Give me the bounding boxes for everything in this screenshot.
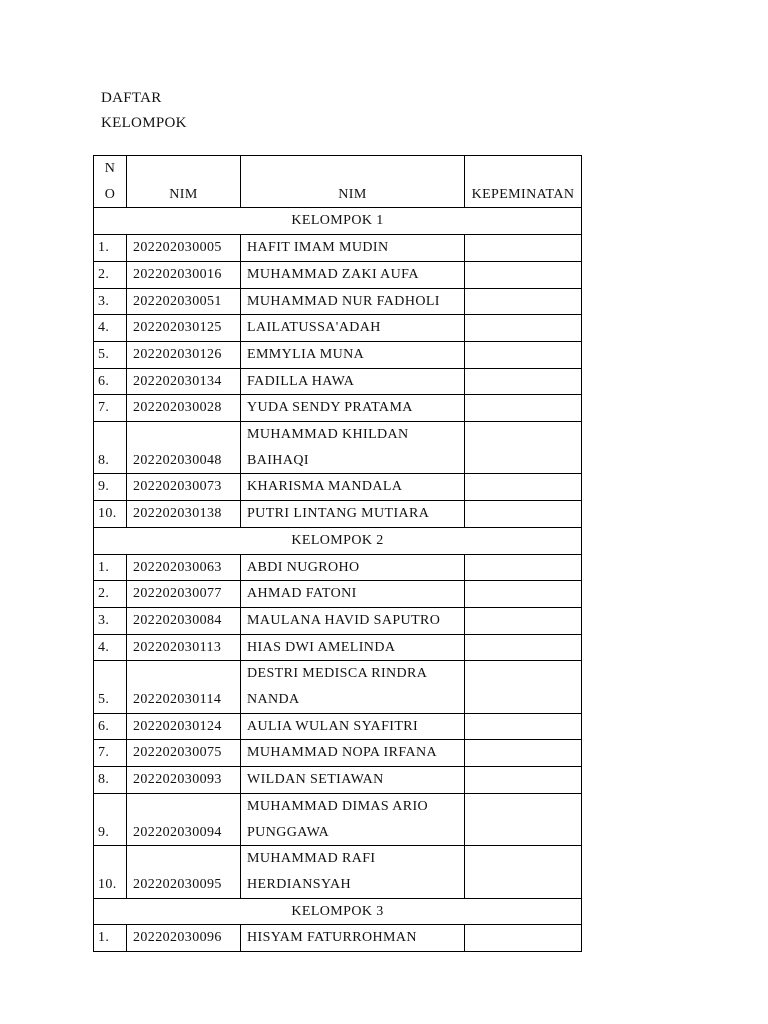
row-name: MUHAMMAD KHILDAN BAIHAQI [241,422,465,474]
header-name: NIM [241,156,465,208]
row-number: 1. [94,235,127,262]
table-row [94,634,582,661]
row-number: 2. [94,581,127,608]
row-name: MUHAMMAD NUR FADHOLI [241,288,465,315]
row-number: 4. [94,315,127,342]
row-number: 7. [94,395,127,422]
row-nim: 202202030051 [127,288,241,315]
row-kepeminatan [465,501,582,528]
row-number: 1. [94,554,127,581]
group-label: KELOMPOK 2 [94,527,582,554]
row-number: 1. [94,925,127,952]
row-name: MUHAMMAD RAFI HERDIANSYAH [241,846,465,898]
row-number: 7. [94,740,127,767]
table-row [94,767,582,794]
group-label: KELOMPOK 3 [94,898,582,925]
header-kepeminatan: KEPEMINATAN [465,156,582,208]
row-kepeminatan [465,925,582,952]
table-row [94,793,582,845]
group-label: KELOMPOK 1 [94,208,582,235]
row-kepeminatan [465,315,582,342]
row-number: 8. [94,422,127,474]
document-title [101,86,187,136]
row-kepeminatan [465,368,582,395]
row-nim: 202202030114 [127,661,241,713]
row-nim: 202202030005 [127,235,241,262]
row-name: MAULANA HAVID SAPUTRO [241,607,465,634]
row-name: LAILATUSSA'ADAH [241,315,465,342]
row-number: 5. [94,661,127,713]
row-kepeminatan [465,607,582,634]
table-row [94,474,582,501]
row-name: FADILLA HAWA [241,368,465,395]
row-name: HAFIT IMAM MUDIN [241,235,465,262]
group-header-row [94,898,582,925]
row-kepeminatan [465,740,582,767]
row-nim: 202202030113 [127,634,241,661]
row-kepeminatan [465,713,582,740]
row-kepeminatan [465,661,582,713]
row-name: HISYAM FATURROHMAN [241,925,465,952]
row-name: YUDA SENDY PRATAMA [241,395,465,422]
row-name: WILDAN SETIAWAN [241,767,465,794]
table-row [94,713,582,740]
row-number: 6. [94,713,127,740]
row-name: EMMYLIA MUNA [241,341,465,368]
table-row [94,422,582,474]
row-kepeminatan [465,474,582,501]
table-row [94,395,582,422]
row-kepeminatan [465,261,582,288]
table-row [94,661,582,713]
row-name: MUHAMMAD ZAKI AUFA [241,261,465,288]
row-name: MUHAMMAD NOPA IRFANA [241,740,465,767]
row-nim: 202202030096 [127,925,241,952]
row-number: 9. [94,793,127,845]
header-nim: NIM [127,156,241,208]
row-number: 6. [94,368,127,395]
row-nim: 202202030063 [127,554,241,581]
row-nim: 202202030095 [127,846,241,898]
table-row [94,315,582,342]
row-nim: 202202030094 [127,793,241,845]
row-nim: 202202030124 [127,713,241,740]
row-nim: 202202030073 [127,474,241,501]
row-number: 3. [94,288,127,315]
row-kepeminatan [465,846,582,898]
row-kepeminatan [465,395,582,422]
row-nim: 202202030028 [127,395,241,422]
table-row [94,925,582,952]
header-no: NO [94,156,127,208]
row-number: 4. [94,634,127,661]
table-row [94,607,582,634]
row-nim: 202202030084 [127,607,241,634]
row-name: MUHAMMAD DIMAS ARIO PUNGGAWA [241,793,465,845]
row-number: 10. [94,501,127,528]
row-number: 3. [94,607,127,634]
row-nim: 202202030093 [127,767,241,794]
row-nim: 202202030075 [127,740,241,767]
row-number: 8. [94,767,127,794]
table-row [94,581,582,608]
row-nim: 202202030077 [127,581,241,608]
title-line-1: DAFTAR [101,90,162,106]
group-header-row [94,527,582,554]
row-nim: 202202030134 [127,368,241,395]
row-kepeminatan [465,767,582,794]
row-nim: 202202030126 [127,341,241,368]
table-row [94,740,582,767]
title-line-2: KELOMPOK [101,115,187,131]
row-nim: 202202030048 [127,422,241,474]
row-kepeminatan [465,288,582,315]
row-number: 2. [94,261,127,288]
row-nim: 202202030125 [127,315,241,342]
table-row [94,501,582,528]
group-list-table [93,155,582,952]
row-kepeminatan [465,793,582,845]
row-kepeminatan [465,341,582,368]
row-name: KHARISMA MANDALA [241,474,465,501]
table-row [94,235,582,262]
row-name: HIAS DWI AMELINDA [241,634,465,661]
row-kepeminatan [465,422,582,474]
row-number: 5. [94,341,127,368]
row-nim: 202202030138 [127,501,241,528]
row-name: ABDI NUGROHO [241,554,465,581]
row-kepeminatan [465,554,582,581]
row-name: PUTRI LINTANG MUTIARA [241,501,465,528]
row-name: DESTRI MEDISCA RINDRA NANDA [241,661,465,713]
group-header-row [94,208,582,235]
table-header-row [94,156,582,208]
row-kepeminatan [465,634,582,661]
table-row [94,288,582,315]
table-row [94,368,582,395]
row-number: 9. [94,474,127,501]
row-number: 10. [94,846,127,898]
table-row [94,341,582,368]
table-row [94,261,582,288]
row-nim: 202202030016 [127,261,241,288]
row-kepeminatan [465,235,582,262]
table-row [94,554,582,581]
table-row [94,846,582,898]
row-kepeminatan [465,581,582,608]
row-name: AULIA WULAN SYAFITRI [241,713,465,740]
row-name: AHMAD FATONI [241,581,465,608]
